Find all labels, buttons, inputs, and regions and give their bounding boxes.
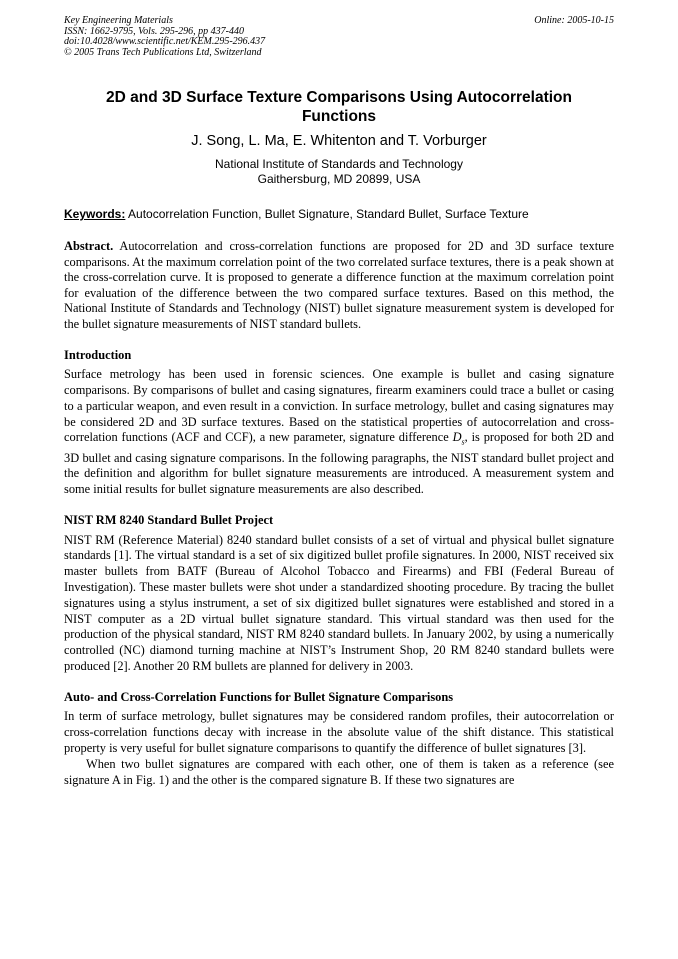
- keywords-label: Keywords:: [64, 207, 126, 221]
- introduction-paragraph: [64, 367, 614, 498]
- section-heading-introduction: Introduction: [64, 347, 132, 362]
- paper-authors: J. Song, L. Ma, E. Whitenton and T. Vorburger: [191, 133, 487, 149]
- journal-header: [64, 16, 614, 58]
- correlation-paragraph-1: In term of surface metrology, bullet signatures may be considered random profiles, their autocorrelation or cross-correlation functions decay with increase in the absolute value of the shift distance. This statistical property is very useful for bullet signature comparisons to quantify the difference of bullet signatures [3].: [64, 709, 614, 755]
- affiliation-line-2: Gaithersburg, MD 20899, USA: [257, 172, 421, 186]
- section-heading-nist-rm-8240: NIST RM 8240 Standard Bullet Project: [64, 513, 274, 527]
- abstract-label: Abstract.: [64, 239, 114, 253]
- intro-text-part-2: , is proposed for both 2D and 3D bullet and casing signature comparisons. In the following paragraphs, the NIST standard bullet project and the definition and algorithm for bullet signature measurements are introduced. A measurement system and some initial results for bullet signature measurements are also described.: [64, 430, 614, 497]
- journal-info: [64, 16, 614, 58]
- journal-copyright: © 2005 Trans Tech Publications Ltd, Switzerland: [64, 46, 262, 58]
- journal-name: Key Engineering Materials: [64, 15, 173, 26]
- affiliation: [64, 157, 614, 187]
- journal-doi: doi:10.4028/www.scientific.net/KEM.295-296.437: [64, 36, 266, 47]
- signature-difference-symbol: $D_s$: [452, 430, 465, 447]
- nist-paragraph: NIST RM (Reference Material) 8240 standard bullet consists of a set of virtual and physical bullet signature standards [1]. The virtual standard is a set of six digitized bullet profile signatures. In 2000, NIST received six master bullets from BATF (Bureau of Alcohol Tobacco and Firearms) and FBI (Federal Bureau of Investigation). These master bullets were shot under a standardized shooting procedure. By tracing the bullet signatures using a stylus instrument, a set of six digitized bullet signatures were established and stored in a NIST computer as a 2D virtual bullet signature standard. This virtual standard was then used for the production of the physical standard, NIST RM 8240 standard bullets. In January 2002, by using a numerically controlled (NC) diamond turning machine at NIST’s Instrument Shop, 20 RM 8240 standard bullets were produced [2]. Another 20 RM bullets are planned for delivery in 2003.: [64, 532, 614, 673]
- paper-title: 2D and 3D Surface Texture Comparisons Using Autocorrelation Functions: [106, 89, 572, 125]
- affiliation-line-1: National Institute of Standards and Technology: [215, 157, 463, 171]
- intro-text-part-1: Surface metrology has been used in forensic sciences. One example is bullet and casing signature comparisons. By comparisons of bullet and casing signatures, firearm examiners could trace a bullet or casing to a particular weapon, and even result in a conviction. In surface metrology, bullet and casing signatures may be considered 2D and 3D surface textures. Based on the statistical properties of autocorrelation and cross-correlation functions (ACF and CCF), a new parameter, signature difference: [64, 367, 614, 445]
- abstract-text: Autocorrelation and cross-correlation functions are proposed for 2D and 3D surface texture comparisons. At the maximum correlation point of the two correlated surface textures, there is a peak shown at the cross-correlation curve. It is proposed to generate a difference function at the maximum correlation point for evaluation of the difference between the two compared surface textures. Based on this method, the National Institute of Standards and Technology (NIST) bullet signature measurement system is developed for the bullet signature measurements of NIST standard bullets.: [64, 239, 614, 331]
- keywords-list: Autocorrelation Function, Bullet Signature, Standard Bullet, Surface Texture: [125, 207, 529, 221]
- correlation-paragraph-2: When two bullet signatures are compared with each other, one of them is taken as a reference (see signature A in Fig. 1) and the other is the compared signature B. If these two signatures are: [64, 756, 614, 787]
- keywords: [64, 207, 614, 222]
- journal-issn: ISSN: 1662-9795, Vols. 295-296, pp 437-440: [64, 25, 244, 37]
- abstract: [64, 239, 614, 333]
- online-date: Online: 2005-10-15: [534, 15, 614, 26]
- section-heading-correlation-functions: Auto- and Cross-Correlation Functions for Bullet Signature Comparisons: [64, 689, 454, 704]
